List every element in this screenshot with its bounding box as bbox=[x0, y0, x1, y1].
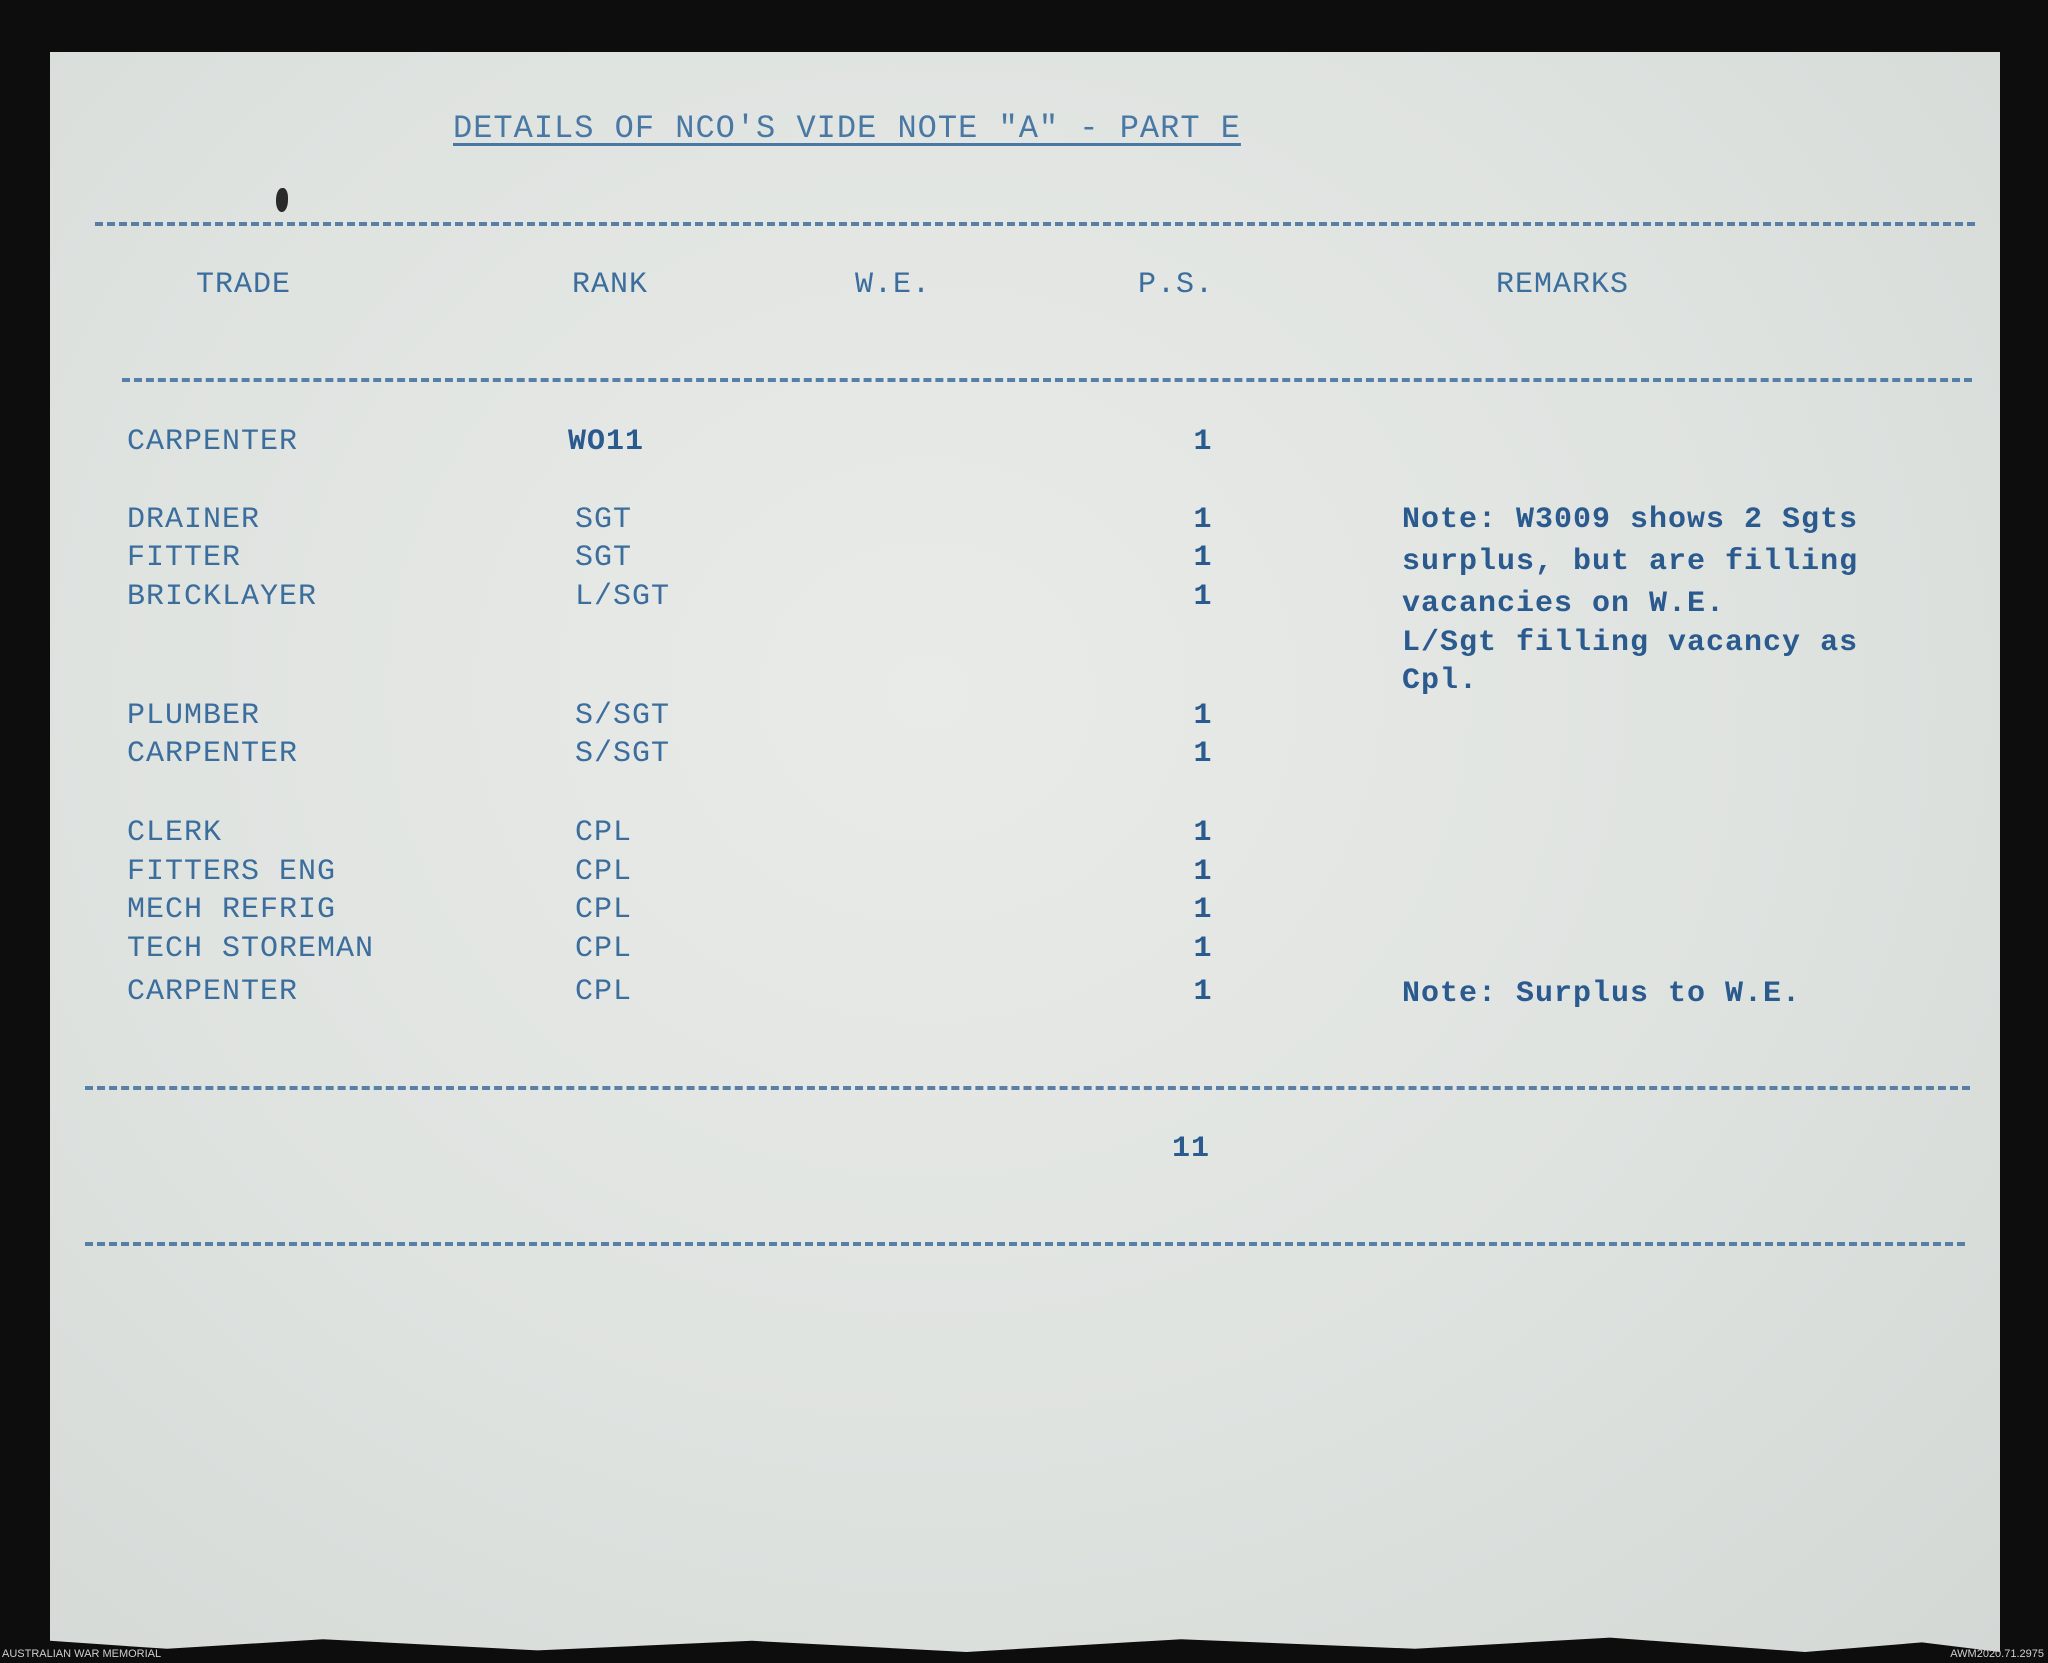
row-ps: 1 bbox=[1193, 975, 1213, 1009]
remark-line: Cpl. bbox=[1402, 664, 1479, 698]
row-rank: SGT bbox=[575, 541, 633, 575]
row-trade: CARPENTER bbox=[127, 737, 299, 771]
row-trade: CARPENTER bbox=[127, 975, 299, 1009]
total-top-rule bbox=[85, 1086, 1970, 1090]
header-trade: TRADE bbox=[196, 268, 292, 302]
row-rank: CPL bbox=[575, 932, 633, 966]
remark-surplus: Note: Surplus to W.E. bbox=[1402, 977, 1802, 1011]
row-rank: CPL bbox=[575, 816, 633, 850]
row-trade: CLERK bbox=[127, 816, 223, 850]
document-title: DETAILS OF NCO'S VIDE NOTE "A" - PART E bbox=[453, 110, 1241, 147]
row-trade: BRICKLAYER bbox=[127, 580, 318, 614]
remark-line: vacancies on W.E. bbox=[1402, 587, 1726, 621]
document-sheet bbox=[50, 52, 2000, 1652]
archive-credit: AUSTRALIAN WAR MEMORIAL bbox=[2, 1648, 162, 1660]
remark-line: Note: W3009 shows 2 Sgts bbox=[1402, 503, 1859, 537]
remark-line: L/Sgt filling vacancy as bbox=[1402, 626, 1859, 660]
archive-reference: AWM2020.71.2975 bbox=[1950, 1648, 2044, 1660]
row-trade: TECH STOREMAN bbox=[127, 932, 375, 966]
header-bottom-rule bbox=[122, 378, 1972, 382]
header-rank: RANK bbox=[572, 268, 649, 302]
row-ps: 1 bbox=[1193, 932, 1213, 966]
row-ps: 1 bbox=[1193, 541, 1213, 575]
total-value: 11 bbox=[1172, 1132, 1211, 1166]
header-remarks: REMARKS bbox=[1496, 268, 1630, 302]
total-bottom-rule bbox=[85, 1242, 1965, 1246]
row-rank: S/SGT bbox=[575, 737, 671, 771]
row-rank: CPL bbox=[575, 893, 633, 927]
remark-line: surplus, but are filling bbox=[1402, 545, 1859, 579]
row-trade: FITTER bbox=[127, 541, 242, 575]
row-rank: L/SGT bbox=[575, 580, 671, 614]
row-ps: 1 bbox=[1193, 893, 1213, 927]
header-top-rule bbox=[95, 222, 1975, 226]
ink-blot bbox=[276, 188, 288, 212]
row-ps: 1 bbox=[1193, 855, 1213, 889]
row-trade: FITTERS ENG bbox=[127, 855, 337, 889]
row-rank: S/SGT bbox=[575, 699, 671, 733]
row-ps: 1 bbox=[1193, 425, 1213, 459]
row-ps: 1 bbox=[1193, 816, 1213, 850]
row-trade: DRAINER bbox=[127, 503, 261, 537]
row-rank: WO11 bbox=[568, 425, 645, 459]
row-rank: SGT bbox=[575, 503, 633, 537]
row-trade: CARPENTER bbox=[127, 425, 299, 459]
row-ps: 1 bbox=[1193, 503, 1213, 537]
row-rank: CPL bbox=[575, 855, 633, 889]
row-rank: CPL bbox=[575, 975, 633, 1009]
header-we: W.E. bbox=[855, 268, 932, 302]
header-ps: P.S. bbox=[1138, 268, 1215, 302]
row-ps: 1 bbox=[1193, 580, 1213, 614]
row-trade: MECH REFRIG bbox=[127, 893, 337, 927]
row-trade: PLUMBER bbox=[127, 699, 261, 733]
row-ps: 1 bbox=[1193, 699, 1213, 733]
row-ps: 1 bbox=[1193, 737, 1213, 771]
